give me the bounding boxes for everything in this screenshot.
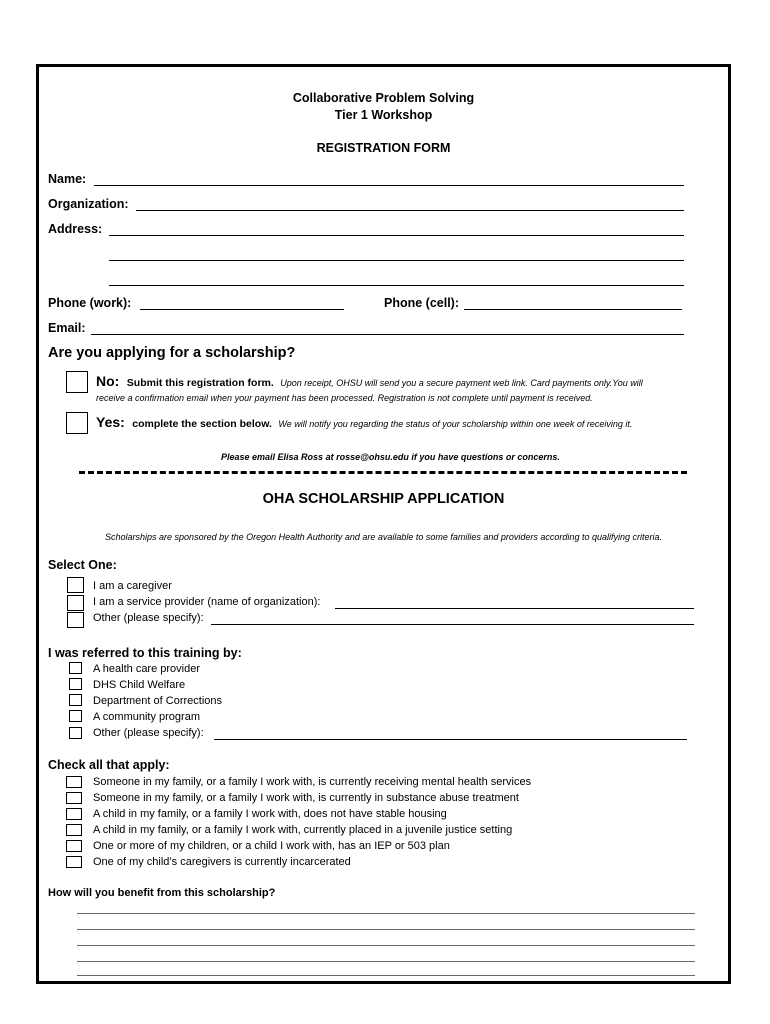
mental-health-checkbox[interactable]	[66, 776, 82, 788]
housing-option: A child in my family, or a family I work with, does not have stable housing	[93, 808, 447, 820]
email-field[interactable]	[91, 334, 684, 335]
benefit-answer-line4[interactable]	[77, 961, 695, 962]
referral-health-care-option: A health care provider	[93, 663, 201, 675]
name-field[interactable]	[94, 185, 684, 186]
contact-note: Please email Elisa Ross at rosse@ohsu.edu if you have questions or concerns.	[221, 452, 560, 462]
referral-community-option: A community program	[93, 711, 200, 723]
no-detail: Upon receipt, OHSU will send you a secure payment web link. Card payments only.You will	[280, 378, 643, 388]
check-all-heading: Check all that apply:	[48, 758, 170, 772]
email-label: Email:	[48, 321, 86, 335]
referral-corrections-option: Department of Corrections	[93, 695, 222, 707]
address-label: Address:	[48, 222, 103, 236]
referral-other-checkbox[interactable]	[69, 727, 82, 739]
phone-cell-label: Phone (cell):	[384, 296, 460, 310]
yes-checkbox[interactable]	[66, 412, 88, 434]
service-provider-option: I am a service provider (name of organization):	[93, 596, 321, 608]
yes-detail: We will notify you regarding the status of your scholarship within one week of receiving it.	[278, 419, 633, 429]
caregiver-option: I am a caregiver	[93, 580, 172, 592]
organization-label: Organization:	[48, 197, 129, 211]
benefit-answer-line2[interactable]	[77, 929, 695, 930]
address-field-line2[interactable]	[109, 260, 684, 261]
no-detail-line2: receive a confirmation email when your payment has been processed. Registration is not complete until payment is received.	[96, 393, 593, 403]
yes-action: complete the section below.	[132, 418, 272, 430]
name-label: Name:	[48, 172, 87, 186]
housing-checkbox[interactable]	[66, 808, 82, 820]
phone-cell-field[interactable]	[464, 309, 682, 310]
no-label: No:	[96, 373, 120, 389]
iep-checkbox[interactable]	[66, 840, 82, 852]
yes-label: Yes:	[96, 414, 125, 430]
benefit-answer-line3[interactable]	[77, 945, 695, 946]
referral-other-option: Other (please specify):	[93, 727, 204, 739]
form-frame	[36, 64, 731, 984]
juvenile-justice-checkbox[interactable]	[66, 824, 82, 836]
no-action: Submit this registration form.	[126, 377, 274, 389]
yes-option-line	[96, 414, 632, 432]
phone-work-field[interactable]	[140, 309, 344, 310]
no-checkbox[interactable]	[66, 371, 88, 393]
benefit-question: How will you benefit from this scholarship?	[48, 887, 276, 899]
scholarship-question: Are you applying for a scholarship?	[48, 345, 296, 361]
substance-abuse-checkbox[interactable]	[66, 792, 82, 804]
application-title: OHA SCHOLARSHIP APPLICATION	[262, 491, 505, 507]
incarcerated-option: One of my child’s caregivers is currently incarcerated	[93, 856, 351, 868]
workshop-subtitle: Tier 1 Workshop	[334, 108, 433, 122]
iep-option: One or more of my children, or a child I work with, has an IEP or 503 plan	[93, 840, 450, 852]
address-field-line1[interactable]	[109, 235, 684, 236]
mental-health-option: Someone in my family, or a family I work with, is currently receiving mental health services	[93, 776, 532, 788]
select-one-heading: Select One:	[48, 558, 117, 572]
referral-corrections-checkbox[interactable]	[69, 694, 82, 706]
address-field-line3[interactable]	[109, 285, 684, 286]
referral-health-care-checkbox[interactable]	[69, 662, 82, 674]
referral-community-checkbox[interactable]	[69, 710, 82, 722]
select-other-option: Other (please specify):	[93, 612, 204, 624]
select-other-checkbox[interactable]	[67, 612, 84, 628]
referral-dhs-option: DHS Child Welfare	[93, 679, 186, 691]
registration-form-title: REGISTRATION FORM	[316, 141, 451, 155]
no-option-line1	[96, 373, 643, 391]
cut-line-divider	[79, 471, 687, 474]
juvenile-justice-option: A child in my family, or a family I work with, currently placed in a juvenile justice setting	[93, 824, 513, 836]
service-provider-checkbox[interactable]	[67, 595, 84, 611]
referral-other-field[interactable]	[214, 739, 687, 740]
select-other-field[interactable]	[211, 624, 694, 625]
workshop-title: Collaborative Problem Solving	[292, 91, 475, 105]
service-provider-org-field[interactable]	[335, 608, 694, 609]
substance-abuse-option: Someone in my family, or a family I work with, is currently in substance abuse treatment	[93, 792, 519, 804]
referral-dhs-checkbox[interactable]	[69, 678, 82, 690]
incarcerated-checkbox[interactable]	[66, 856, 82, 868]
benefit-answer-line5[interactable]	[77, 975, 695, 976]
sponsor-note: Scholarships are sponsored by the Oregon Health Authority and are available to some families and providers according to qualifying criteria.	[105, 532, 662, 542]
phone-work-label: Phone (work):	[48, 296, 132, 310]
organization-field[interactable]	[136, 210, 684, 211]
benefit-answer-line1[interactable]	[77, 913, 695, 914]
caregiver-checkbox[interactable]	[67, 577, 84, 593]
referred-heading: I was referred to this training by:	[48, 646, 242, 660]
